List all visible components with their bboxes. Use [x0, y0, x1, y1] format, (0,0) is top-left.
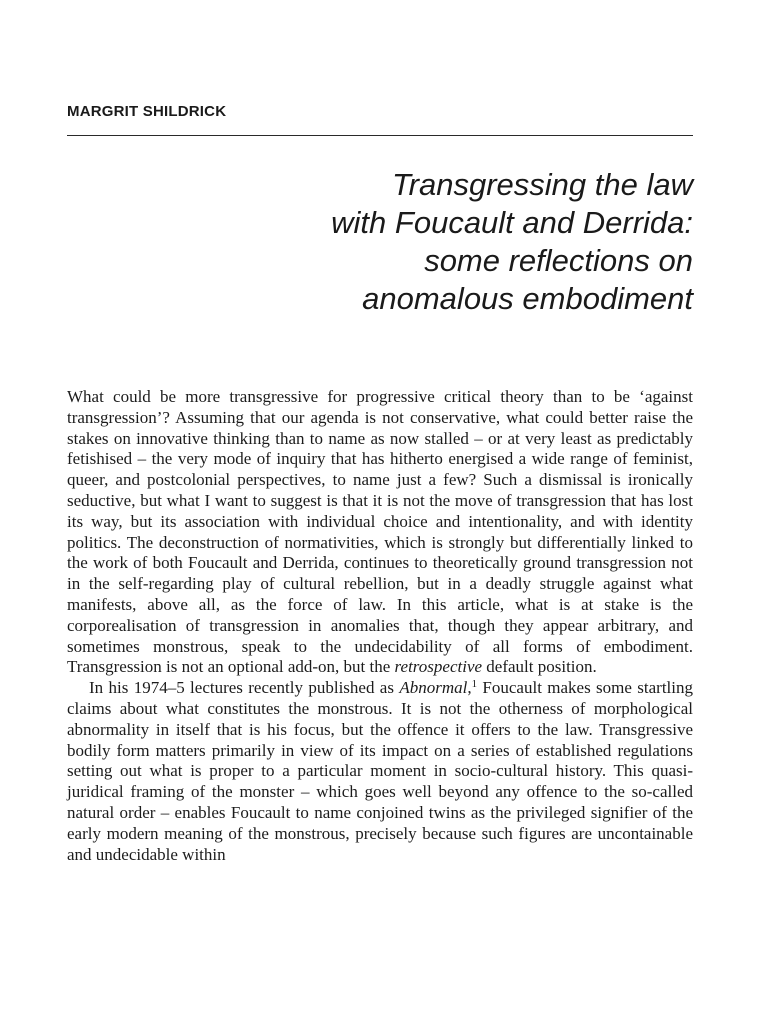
article-title — [133, 166, 693, 318]
paragraph-1 — [67, 387, 693, 678]
title-line-4: anomalous embodiment — [362, 281, 693, 316]
title-line-2: with Foucault and Derrida: — [331, 205, 693, 240]
italic-abnormal: Abnormal — [399, 678, 468, 698]
title-line-1: Transgressing the law — [392, 167, 693, 202]
paragraph-2-comma: , — [467, 678, 472, 698]
author-running-head: MARGRIT SHILDRICK — [67, 103, 227, 120]
article-body — [67, 387, 693, 865]
paragraph-2 — [67, 678, 693, 865]
paragraph-1-text: What could be more transgressive for progressive critical theory than to be ‘against transgression’? Assuming that our agenda is not conservative, what could better raise the stakes on innovative thinking than to name as now stalled – or at very least as predictably fetishised – the very mode of inquiry that has hitherto energised a wide range of feminist, queer, and postcolonial perspectives, to name just a few? Such a dismissal is ironically seductive, but what I want to suggest is that it is not the move of transgression that has lost its way, but its association with individual choice and intentionality, and with identity politics. The deconstruction of normativities, which is strongly but differentially linked to the work of both Foucault and Derrida, continues to theoretically ground transgression not in the self-regarding play of cultural rebellion, but in a deadly struggle against what manifests, above all, as the force of law. In this article, what is at stake is the corporealisation of transgression in anomalies that, though they appear arbitrary, and sometimes monstrous, speak to the undecidability of all forms of embodiment. Transgression is not an optional add-on, but the — [67, 387, 693, 677]
header-rule — [67, 135, 693, 136]
italic-retrospective: retrospective — [394, 657, 483, 677]
title-line-3: some reflections on — [424, 243, 693, 278]
paragraph-2-rest: Foucault makes some startling claims about what constitutes the monstrous. It is not the otherness of morphological abnormality in itself that is his focus, but the offence it offers to the law. Transgressive bodily form matters primarily in view of its impact on a series of established regulations setting out what is proper to a particular moment in socio-cultural history. This quasi-juridical framing of the monster – which goes well beyond any offence to the so-called natural order – enables Foucault to name conjoined twins as the privileged signifier of the early modern meaning of the monstrous, precisely because such figures are uncontainable and undecidable within — [67, 678, 693, 864]
paragraph-2-start: In his 1974–5 lectures recently published as — [89, 678, 400, 698]
paragraph-1-end: default position. — [482, 657, 597, 677]
footnote-marker-1[interactable]: 1 — [471, 678, 478, 691]
